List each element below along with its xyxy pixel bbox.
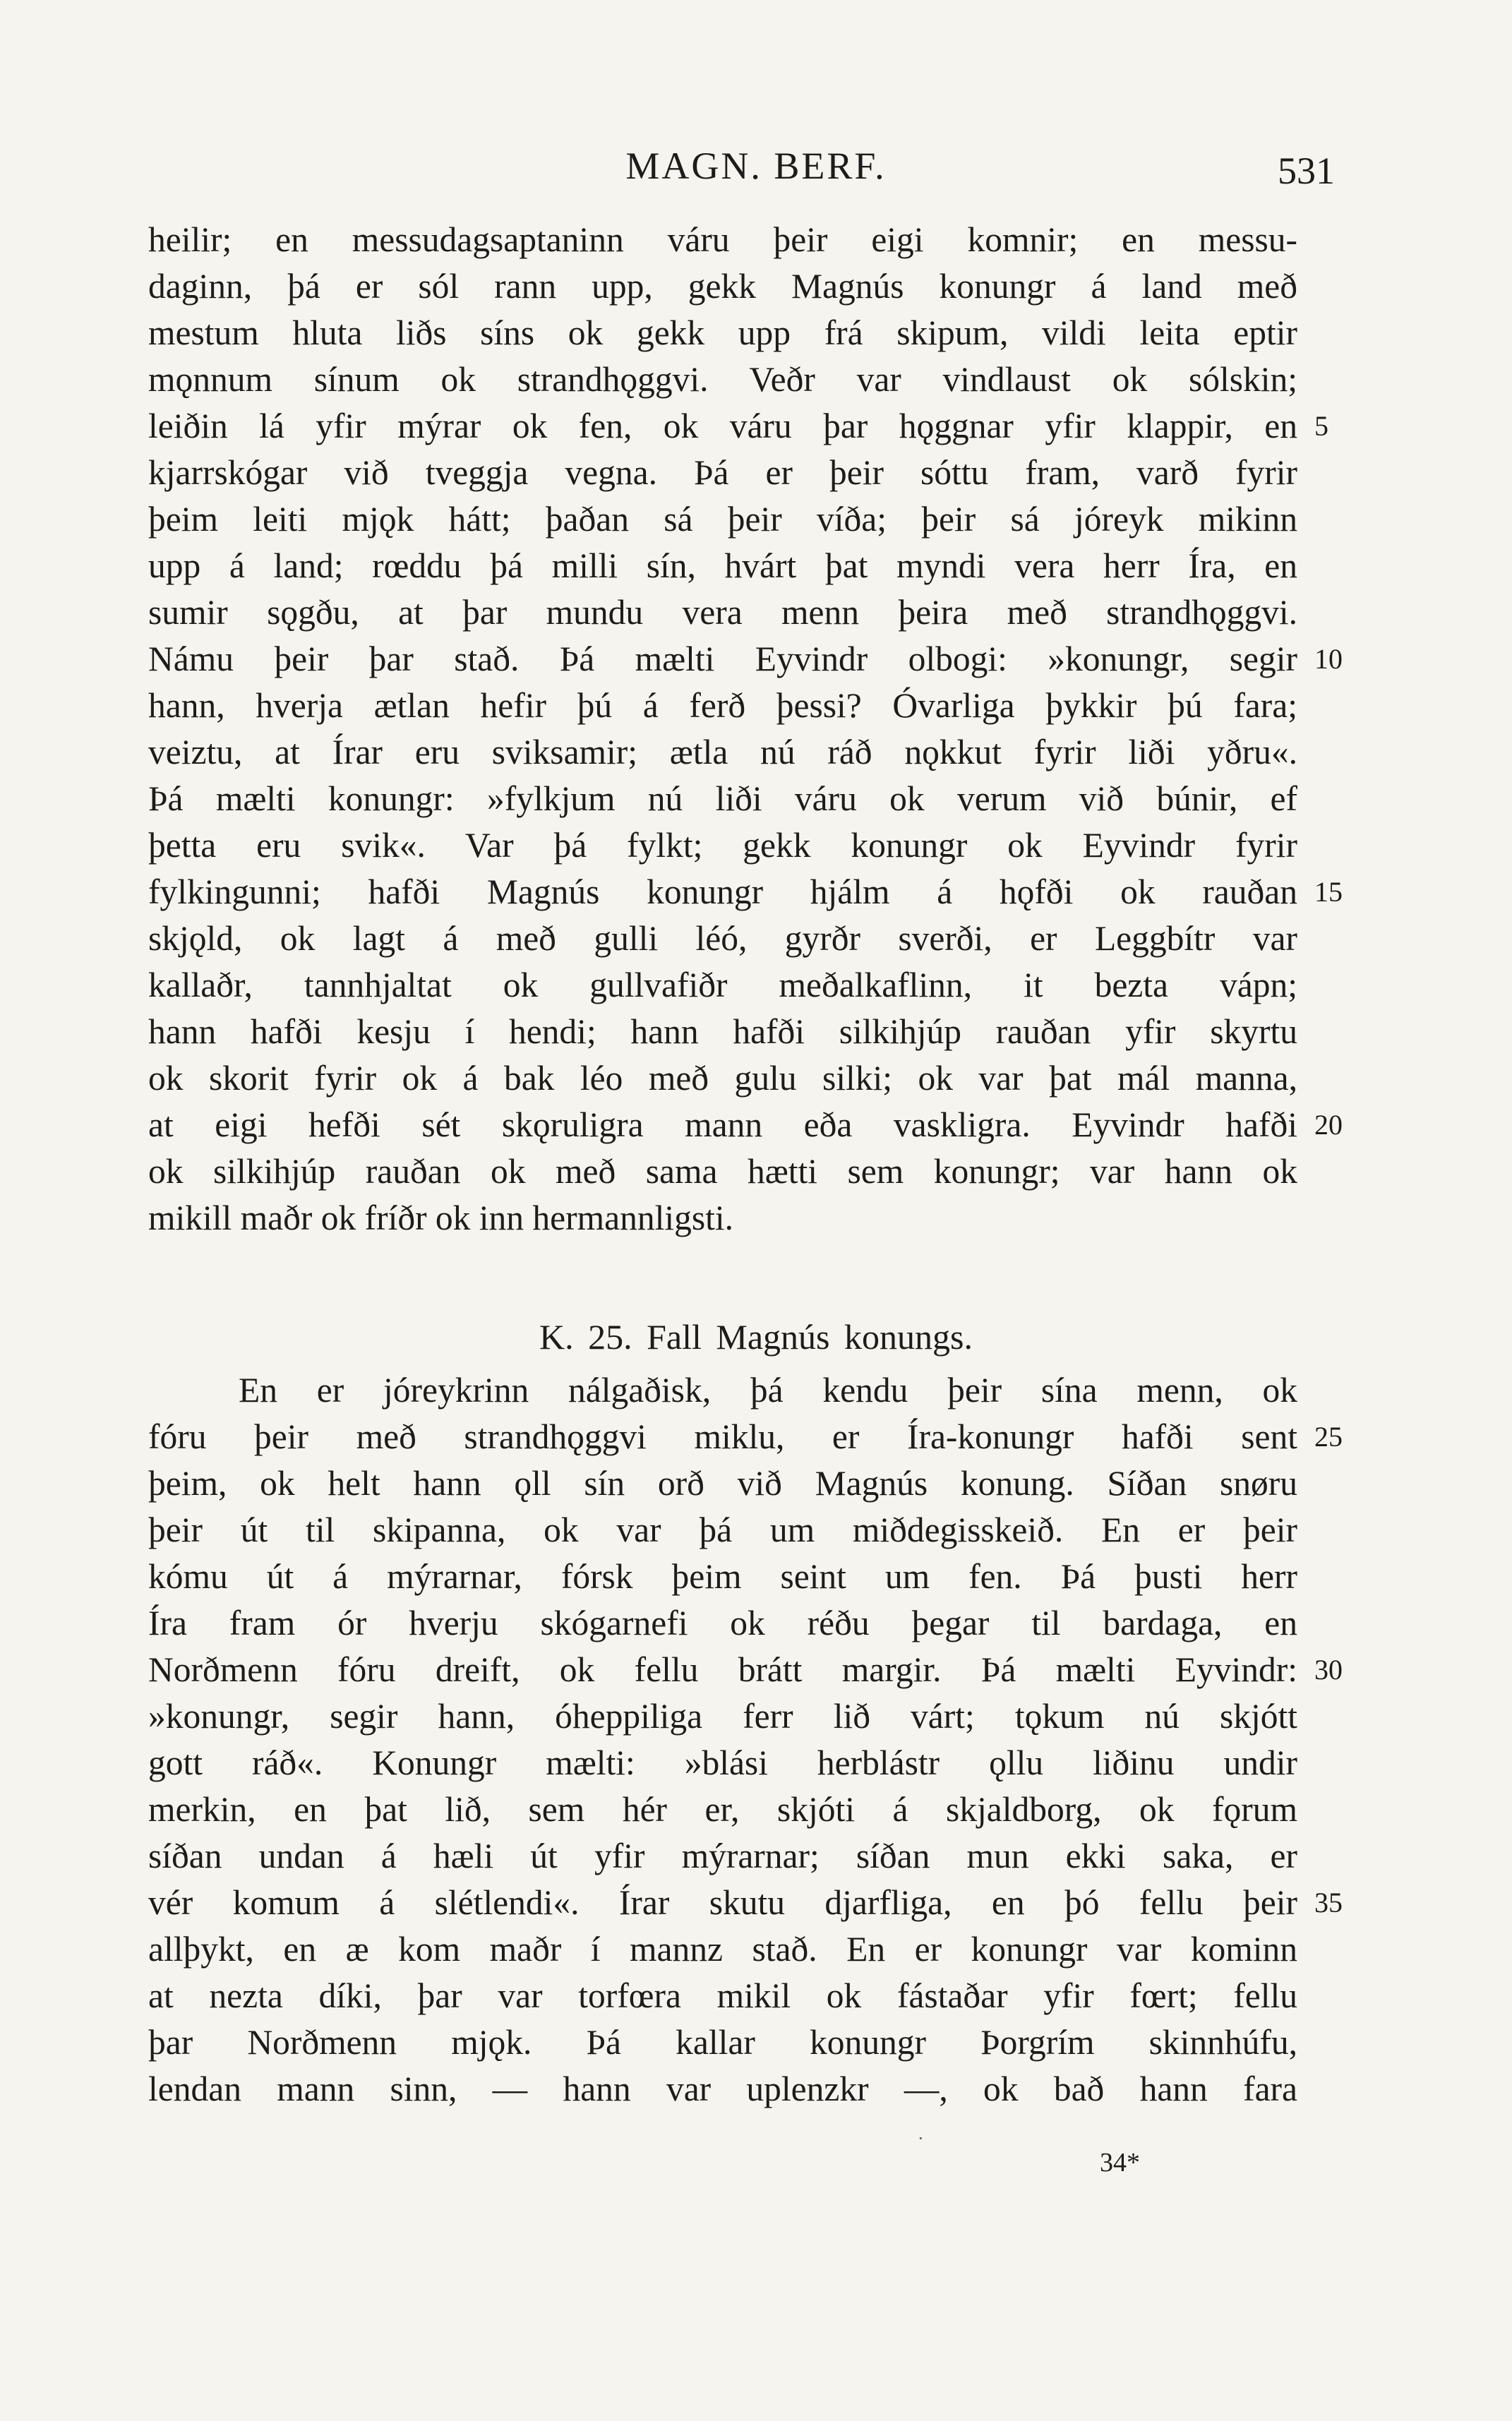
text-line: mikill maðr ok fríðr ok inn hermannligsti. bbox=[148, 1199, 734, 1237]
text-line: En er jóreykrinn nálgaðisk, þá kendu þeir sína menn, ok bbox=[239, 1371, 1297, 1410]
text-line: »konungr, segir hann, óheppiliga ferr lið várt; tǫkum nú skjótt bbox=[148, 1697, 1297, 1736]
text-line: Norðmenn fóru dreift, ok fellu brátt margir. Þá mælti Eyvindr: bbox=[148, 1650, 1297, 1689]
text-line: veiztu, at Írar eru sviksamir; ætla nú ráð nǫkkut fyrir liði yðru«. bbox=[148, 733, 1297, 771]
text-line: hann hafði kesju í hendi; hann hafði silkihjúp rauðan yfir skyrtu bbox=[148, 1012, 1297, 1051]
text-line: þeim leiti mjǫk hátt; þaðan sá þeir víða; þeir sá jóreyk mikinn bbox=[148, 500, 1297, 539]
text-line: fylkingunni; hafði Magnús konungr hjálm á hǫfði ok rauðan bbox=[148, 872, 1297, 911]
text-line: gott ráð«. Konungr mælti: »blási herblástr ǫllu liðinu undir bbox=[148, 1743, 1297, 1782]
text-line: þar Norðmenn mjǫk. Þá kallar konungr Þorgrím skinnhúfu, bbox=[148, 2023, 1297, 2062]
text-line: þeir út til skipanna, ok var þá um miðdegisskeið. En er þeir bbox=[148, 1510, 1297, 1549]
line-number: 10 bbox=[1314, 643, 1343, 675]
text-line: kallaðr, tannhjaltat ok gullvafiðr meðalkaflinn, it bezta vápn; bbox=[148, 966, 1297, 1004]
text-line: at nezta díki, þar var torfœra mikil ok fástaðar yfir fœrt; fellu bbox=[148, 1976, 1297, 2015]
text-line: daginn, þá er sól rann upp, gekk Magnús konungr á land með bbox=[148, 267, 1297, 306]
signature-mark: 34* bbox=[1100, 2148, 1140, 2177]
text-line: vér komum á slétlendi«. Írar skutu djarfliga, en þó fellu þeir bbox=[148, 1883, 1297, 1922]
text-line: at eigi hefði sét skǫruligra mann eða vaskligra. Eyvindr hafði bbox=[148, 1105, 1297, 1144]
line-number: 5 bbox=[1314, 410, 1328, 442]
printer-mark: · bbox=[918, 2128, 924, 2149]
text-line: heilir; en messudagsaptaninn váru þeir eigi komnir; en messu- bbox=[148, 220, 1297, 259]
line-number: 15 bbox=[1314, 876, 1343, 908]
text-line: allþykt, en æ kom maðr í mannz stað. En er konungr var kominn bbox=[148, 1930, 1297, 1969]
text-line: kjarrskógar við tveggja vegna. Þá er þeir sóttu fram, varð fyrir bbox=[148, 453, 1297, 492]
text-line: mǫnnum sínum ok strandhǫggvi. Veðr var vindlaust ok sólskin; bbox=[148, 360, 1297, 399]
line-number: 35 bbox=[1314, 1887, 1343, 1918]
text-line: kómu út á mýrarnar, fórsk þeim seint um fen. Þá þusti herr bbox=[148, 1557, 1297, 1596]
text-line: ok silkihjúp rauðan ok með sama hætti sem konungr; var hann ok bbox=[148, 1152, 1297, 1191]
text-line: skjǫld, ok lagt á með gulli léó, gyrðr sverði, er Leggbítr var bbox=[148, 919, 1297, 958]
text-line: upp á land; rœddu þá milli sín, hvárt þat myndi vera herr Íra, en bbox=[148, 546, 1297, 585]
text-line: Þá mælti konungr: »fylkjum nú liði váru ok verum við búnir, ef bbox=[148, 779, 1297, 818]
text-line: þetta eru svik«. Var þá fylkt; gekk konungr ok Eyvindr fyrir bbox=[148, 826, 1297, 865]
chapter-heading: K. 25. Fall Magnús konungs. bbox=[539, 1317, 973, 1357]
text-line: sumir sǫgðu, at þar mundu vera menn þeira með strandhǫggvi. bbox=[148, 593, 1297, 632]
line-number: 25 bbox=[1314, 1421, 1343, 1453]
text-line: leiðin lá yfir mýrar ok fen, ok váru þar hǫggnar yfir klappir, en bbox=[148, 407, 1297, 445]
text-line: hann, hverja ætlan hefir þú á ferð þessi? Óvarliga þykkir þú fara; bbox=[148, 686, 1297, 725]
text-line: Námu þeir þar stað. Þá mælti Eyvindr olbogi: »konungr, segir bbox=[148, 639, 1297, 678]
line-number: 30 bbox=[1314, 1654, 1343, 1686]
page-number: 531 bbox=[1278, 150, 1335, 192]
text-line: merkin, en þat lið, sem hér er, skjóti á skjaldborg, ok fǫrum bbox=[148, 1790, 1297, 1829]
text-line: mestum hluta liðs síns ok gekk upp frá skipum, vildi leita eptir bbox=[148, 313, 1297, 352]
text-line: ok skorit fyrir ok á bak léo með gulu silki; ok var þat mál manna, bbox=[148, 1059, 1297, 1098]
text-line: fóru þeir með strandhǫggvi miklu, er Íra-konungr hafði sent bbox=[148, 1417, 1297, 1456]
text-line: Íra fram ór hverju skógarnefi ok réðu þegar til bardaga, en bbox=[148, 1604, 1297, 1642]
running-head: MAGN. BERF. bbox=[625, 145, 887, 187]
text-line: þeim, ok helt hann ǫll sín orð við Magnús konung. Síðan snøru bbox=[148, 1464, 1297, 1503]
text-line: síðan undan á hæli út yfir mýrarnar; síðan mun ekki saka, er bbox=[148, 1837, 1297, 1875]
line-number: 20 bbox=[1314, 1109, 1343, 1141]
text-line: lendan mann sinn, — hann var uplenzkr —, ok bað hann fara bbox=[148, 2069, 1297, 2108]
